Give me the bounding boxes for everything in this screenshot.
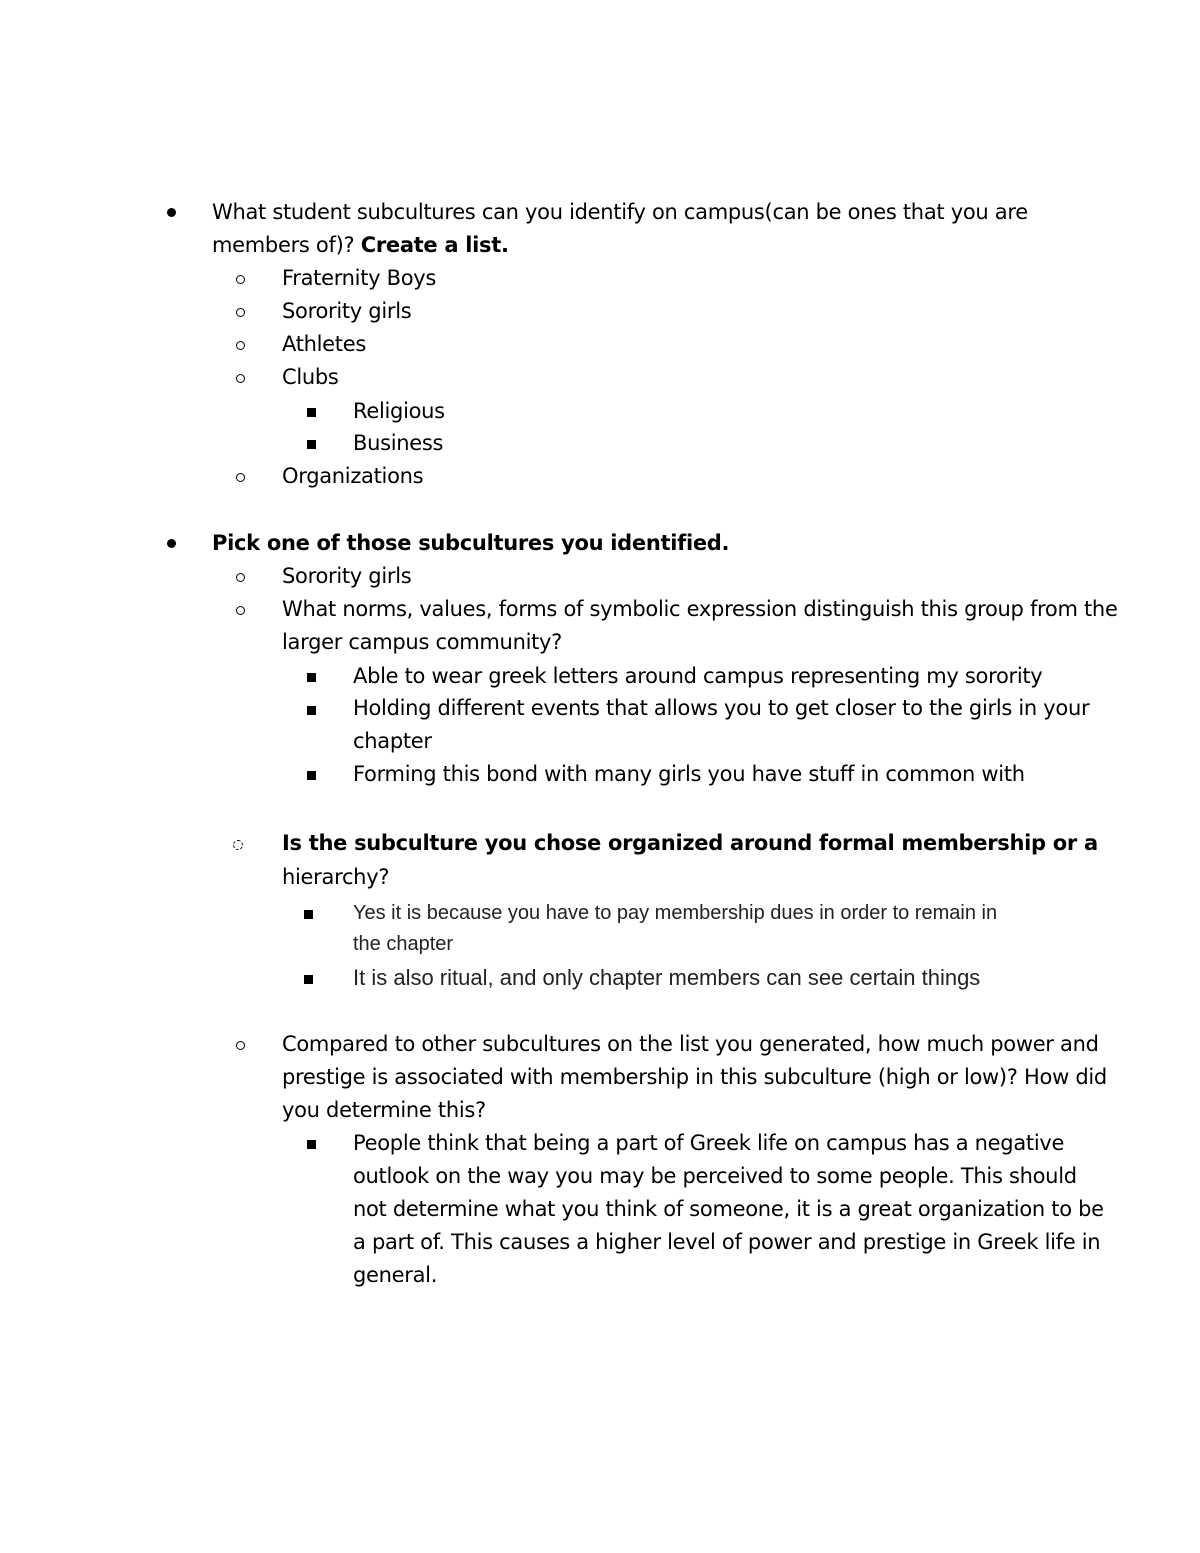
bullet-circle-icon <box>236 473 245 482</box>
bullet-disc-icon <box>167 208 176 217</box>
power-answer-line3: not determine what you think of someone, it is a great organization to be <box>353 1197 1104 1221</box>
list-item: Athletes <box>282 332 366 356</box>
bullet-square-icon <box>304 975 313 984</box>
bullet-square-icon <box>307 1140 316 1149</box>
q1-instruction: Create a list. <box>360 233 509 257</box>
power-answer-line4: a part of. This causes a higher level of power and prestige in Greek life in <box>353 1230 1101 1254</box>
norms-question-line1: What norms, values, forms of symbolic expression distinguish this group from the <box>282 597 1118 621</box>
power-question-line1: Compared to other subcultures on the list you generated, how much power and <box>282 1032 1099 1056</box>
bullet-square-icon <box>304 910 313 919</box>
formal-answer-1-line2: the chapter <box>353 933 454 955</box>
norms-answer-1: Able to wear greek letters around campus representing my sorority <box>353 664 1043 688</box>
formal-answer-1-line1: Yes it is because you have to pay membership dues in order to remain in <box>353 902 998 924</box>
norms-answer-2-line1: Holding different events that allows you to get closer to the girls in your <box>353 696 1090 720</box>
power-answer-line5: general. <box>353 1263 438 1287</box>
power-question-line2: prestige is associated with membership in this subculture (high or low)? How did <box>282 1065 1107 1089</box>
bullet-square-icon <box>307 673 316 682</box>
bullet-circle-icon <box>236 1041 245 1050</box>
power-answer-line1: People think that being a part of Greek life on campus has a negative <box>353 1131 1065 1155</box>
power-question-line3: you determine this? <box>282 1098 486 1122</box>
formal-question-line2: hierarchy? <box>282 865 390 889</box>
bullet-circle-icon <box>236 341 245 350</box>
list-item: Sorority girls <box>282 299 412 323</box>
bullet-circle-icon <box>233 840 243 850</box>
bullet-disc-icon <box>167 539 176 548</box>
power-answer-line2: outlook on the way you may be perceived to some people. This should <box>353 1164 1077 1188</box>
q1-question-text: members of)? <box>212 233 361 257</box>
list-item: Fraternity Boys <box>282 266 437 290</box>
bullet-circle-icon <box>236 606 245 615</box>
norms-answer-2-line2: chapter <box>353 729 432 753</box>
bullet-square-icon <box>307 408 316 417</box>
norms-question-line2: larger campus community? <box>282 630 563 654</box>
list-item: Business <box>353 431 444 455</box>
formal-question-line1: Is the subculture you chose organized around formal membership or a <box>282 831 1098 855</box>
bullet-circle-icon <box>236 374 245 383</box>
norms-answer-3: Forming this bond with many girls you have stuff in common with <box>353 762 1025 786</box>
bullet-circle-icon <box>236 573 245 582</box>
q2-title: Pick one of those subcultures you identified. <box>212 531 730 555</box>
bullet-square-icon <box>307 771 316 780</box>
q1-question-line2 <box>212 229 509 262</box>
q2-choice: Sorority girls <box>282 564 412 588</box>
list-item: Religious <box>353 399 445 423</box>
list-item: Organizations <box>282 464 424 488</box>
formal-answer-2: It is also ritual, and only chapter members can see certain things <box>353 965 981 990</box>
list-item: Clubs <box>282 365 339 389</box>
bullet-square-icon <box>307 440 316 449</box>
bullet-circle-icon <box>236 275 245 284</box>
q1-question-line1: What student subcultures can you identify on campus(can be ones that you are <box>212 200 1028 224</box>
bullet-square-icon <box>307 706 316 715</box>
bullet-circle-icon <box>236 308 245 317</box>
